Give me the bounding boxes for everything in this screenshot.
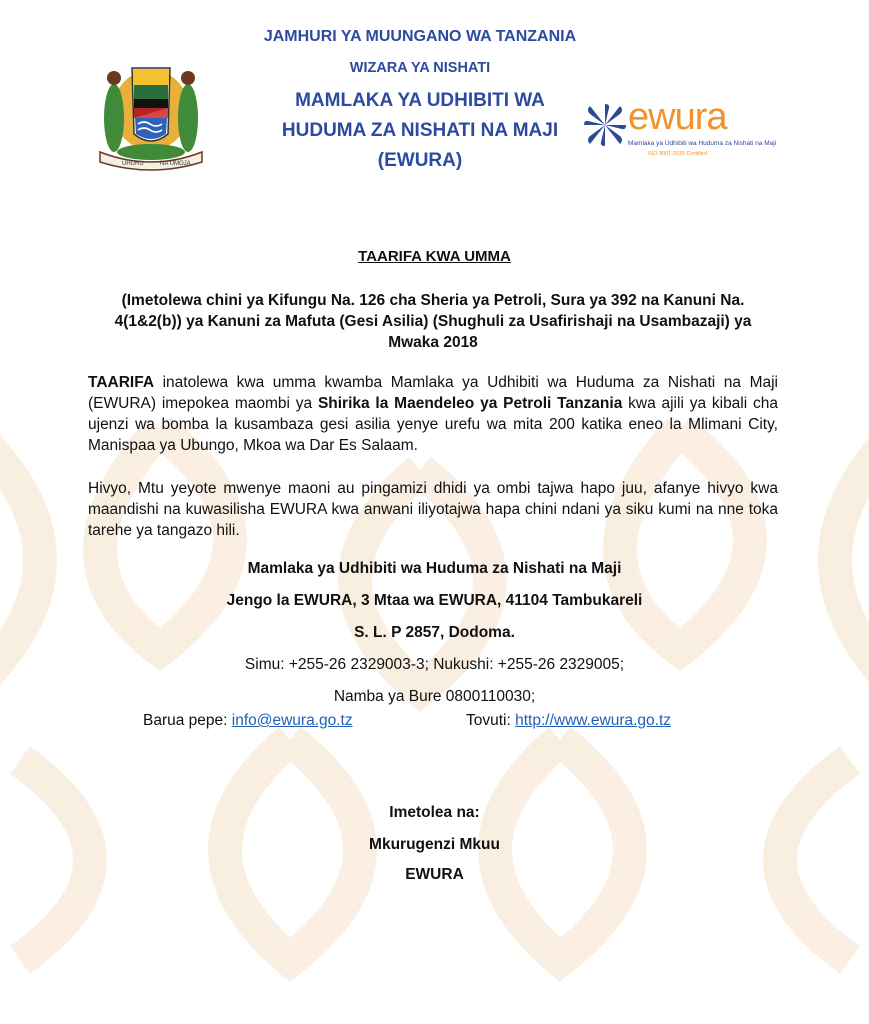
applicant-company: Shirika la Maendeleo ya Petroli Tanzania [317, 395, 623, 412]
website-row: Tovuti: http://www.ewura.go.tz [466, 712, 672, 729]
tanzania-coat-of-arms-icon [92, 48, 210, 176]
address-building: Jengo la EWURA, 3 Mtaa wa EWURA, 41104 Tambukareli [226, 592, 643, 609]
notice-paragraph-1: TAARIFA inatolewa kwa umma kwamba Mamlaka ya Udhibiti wa Huduma za Nishati na Maji (EWURA) imepokea maombi ya Shirika la Maendeleo ya Petroli Tanzania kwa ajili ya kibali cha ujenzi wa bomba la kusambaza gesi asilia yenye urefu wa mita 200 katika eneo la Mlimani City, Manispaa ya Ubungo, Mkoa wa Dar Es Salaam. [88, 374, 778, 454]
address-phone: Simu: +255-26 2329003-3; Nukushi: +255-26 2329005; [244, 656, 625, 673]
signatory-org: EWURA [405, 866, 464, 883]
header-authority-line2: HUDUMA ZA NISHATI NA MAJI [281, 120, 559, 141]
notice-title: TAARIFA KWA UMMA [358, 248, 511, 265]
legal-basis: (Imetolewa chini ya Kifungu Na. 126 cha Sheria ya Petroli, Sura ya 392 na Kanuni Na. 4(1&2(b)) ya Kanuni za Mafuta (Gesi Asilia) (Shughuli za Usafirishaji na Usambazaji) ya Mwaka 2018 [114, 292, 752, 351]
email-row: Barua pepe: info@ewura.go.tz [143, 712, 353, 729]
ewura-logo [582, 96, 777, 160]
ewura-wordmark: ewura [628, 96, 727, 138]
address-org: Mamlaka ya Udhibiti wa Huduma za Nishati na Maji [247, 560, 622, 577]
ewura-iso-cert: ISO 9001:2015 Certified [648, 151, 708, 157]
ewura-tagline: Mamlaka ya Udhibiti wa Huduma za Nishati na Maji [628, 140, 777, 147]
header-authority-line1: MAMLAKA YA UDHIBITI WA [295, 90, 545, 111]
notice-paragraph-2: Hivyo, Mtu yeyote mwenye maoni au pingamizi dhidi ya ombi tajwa hapo juu, afanye hivyo kwa maandishi na kuwasilisha EWURA kwa anwani iliyotajwa hapa chini ndani ya siku kumi na nne toka tarehe ya tangazo hili. [88, 480, 778, 539]
header-country: JAMHURI YA MUUNGANO WA TANZANIA [263, 28, 577, 45]
email-link[interactable]: info@ewura.go.tz [231, 712, 353, 729]
svg-text:UHURU: UHURU [122, 161, 144, 167]
svg-text:NA UMOJA: NA UMOJA [160, 161, 191, 167]
ewura-star-icon [582, 100, 628, 150]
issued-by-label: Imetolea na: [389, 804, 480, 821]
address-tollfree: Namba ya Bure 0800110030; [333, 688, 536, 705]
website-link[interactable]: http://www.ewura.go.tz [515, 712, 672, 729]
header-acronym: (EWURA) [377, 150, 463, 171]
address-pobox: S. L. P 2857, Dodoma. [354, 624, 515, 641]
notice-lead: TAARIFA [88, 374, 155, 391]
header-ministry: WIZARA YA NISHATI [349, 60, 491, 76]
signatory-title: Mkurugenzi Mkuu [369, 836, 500, 853]
